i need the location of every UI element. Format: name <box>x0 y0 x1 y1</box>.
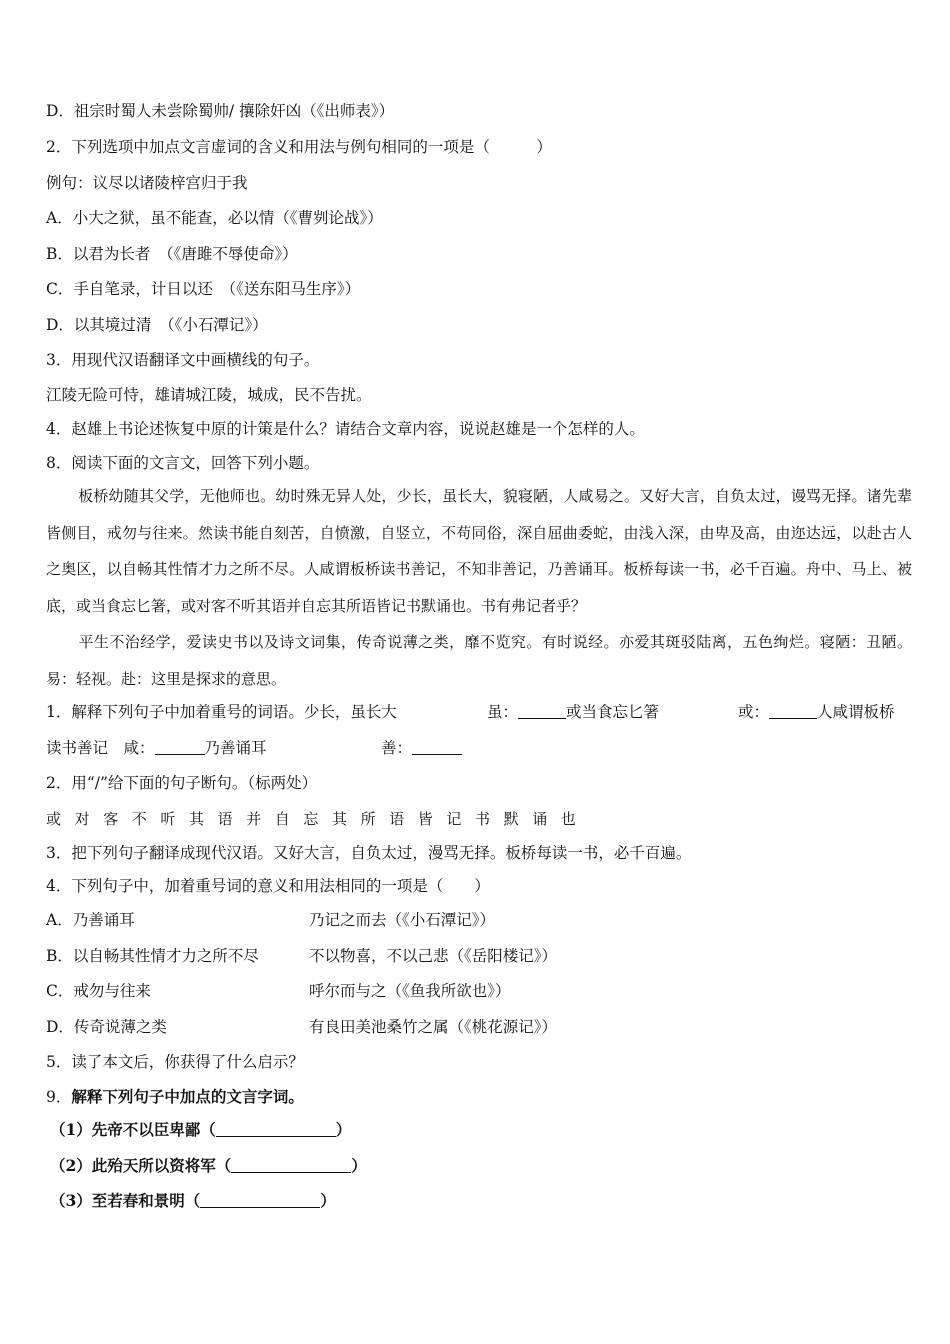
q4-option-row <box>46 945 912 967</box>
q2-title: 2．用“/”给下面的句子断句。（标两处） <box>46 774 318 792</box>
answer-blank[interactable] <box>769 702 817 719</box>
section-8-title: 8．阅读下面的文言文，回答下列小题。 <box>46 454 320 472</box>
option-a: A．小大之狱，虽不能查，必以情（《曹刿论战》） <box>46 209 383 227</box>
q9-intro: 解释下列句子中加点的文言字词。 <box>71 1087 304 1106</box>
q1-intro: 1．解释下列句子中加着重号的词语。少长，虽长大 <box>46 703 397 721</box>
answer-blank[interactable] <box>518 702 566 719</box>
q2-sentence: 或对客不听其语并自忘其所语皆记书默诵也 <box>46 810 590 828</box>
answer-blank[interactable] <box>200 1191 320 1208</box>
q1-c-text: 人咸谓板桥 <box>817 703 895 721</box>
q1-b-text: 或当食忘匕箸 <box>566 703 660 721</box>
q1-line <box>46 701 912 723</box>
q4-option-right: 有良田美池桑竹之属（《桃花源记》） <box>309 1018 558 1036</box>
passage-paragraph-2: 平生不治经学，爱读史书以及诗文词集，传奇说薄之类，靡不览究。有时说经。亦爱其斑驳陆离，五色绚烂。寝陋：丑陋。易：轻视。赴：这里是探求的意思。 <box>46 633 912 688</box>
q9-number: 9． <box>46 1088 72 1106</box>
option-b: B．以君为长者 （《唐雎不辱使命》） <box>46 245 298 263</box>
answer-blank[interactable] <box>155 738 205 755</box>
q4-option-row <box>46 980 912 1002</box>
passage-paragraph-1: 板桥幼随其父学，无他师也。幼时殊无异人处，少长，虽长大，貌寝陋，人咸易之。又好大言，自负太过，谩骂无择。诸先辈皆侧目，戒勿与往来。然读书能自刻苦，自愤激，自竖立，不苟同俗，深自屈曲委蛇，由浅入深，由卑及高，由迩达远，以赴古人之奥区，以自畅其性情才力之所不尽。人咸谓板桥读书善记，不知非善记，乃善诵耳。板桥每读一书，必千百遍。舟中、马上、被底，或当食忘匕箸，或对客不听其语并自忘其所语皆记书默诵也。书有弗记者乎？ <box>46 487 912 615</box>
q1-b-label: 或： <box>738 703 770 721</box>
q4-option-row <box>46 909 912 931</box>
q4-option-left: C．戒勿与往来 <box>46 982 151 1000</box>
q1-d-text: 乃善诵耳 <box>204 739 267 757</box>
question-3-title: 3．用现代汉语翻译文中画横线的句子。 <box>46 351 320 369</box>
example-sentence: 例句：议尽以诸陵梓宫归于我 <box>46 174 248 192</box>
q5-title: 5．读了本文后，你获得了什么启示？ <box>46 1053 304 1071</box>
q4-option-right: 乃记之而去（《小石潭记》） <box>309 911 496 929</box>
q4-option-right: 呼尔而与之（《鱼我所欲也》） <box>309 982 511 1000</box>
answer-blank[interactable] <box>412 738 462 755</box>
answer-blank[interactable] <box>216 1120 336 1137</box>
q3-title: 3．把下列句子翻译成现代汉语。又好大言，自负太过，漫骂无择。板桥每读一书，必千百遍。 <box>46 844 692 862</box>
q4-option-left: D．传奇说薄之类 <box>46 1018 167 1036</box>
q4-option-row <box>46 1016 912 1038</box>
q9-title <box>46 1086 304 1108</box>
q9-item-3: （3）至若春和景明（ ） <box>50 1191 336 1210</box>
q1-line-2 <box>46 737 912 759</box>
q4-title: 4．下列句子中，加着重号词的意义和用法相同的一项是（ ） <box>46 877 490 895</box>
q4-option-right: 不以物喜，不以己悲（《岳阳楼记》） <box>309 947 558 965</box>
q4-option-left: B．以自畅其性情才力之所不尽 <box>46 947 259 965</box>
q1-a-label: 虽： <box>487 703 519 721</box>
question-4-title: 4．赵雄上书论述恢复中原的计策是什么？请结合文章内容，说说赵雄是一个怎样的人。 <box>46 420 645 438</box>
option-d: D．以其境过清 （《小石潭记》） <box>46 316 268 334</box>
q1-d-label: 善： <box>381 739 413 757</box>
option-c: C．手自笔录，计日以还 （《送东阳马生序》） <box>46 280 361 298</box>
option-d-line: D．祖宗时蜀人未尝除蜀帅/ 攘除奸凶（《出师表》） <box>46 102 395 120</box>
question-3-sentence: 江陵无险可恃，雄请城江陵，城成，民不告扰。 <box>46 386 372 404</box>
q9-item-2: （2）此殆天所以资将军（ ） <box>50 1156 367 1175</box>
q1-c-text2: 读书善记 咸： <box>46 739 155 757</box>
q9-item-1: （1）先帝不以臣卑鄙（ ） <box>50 1120 352 1139</box>
question-2-title: 2．下列选项中加点文言虚词的含义和用法与例句相同的一项是（ ） <box>46 138 552 156</box>
q4-option-left: A．乃善诵耳 <box>46 911 135 929</box>
answer-blank[interactable] <box>231 1156 351 1173</box>
